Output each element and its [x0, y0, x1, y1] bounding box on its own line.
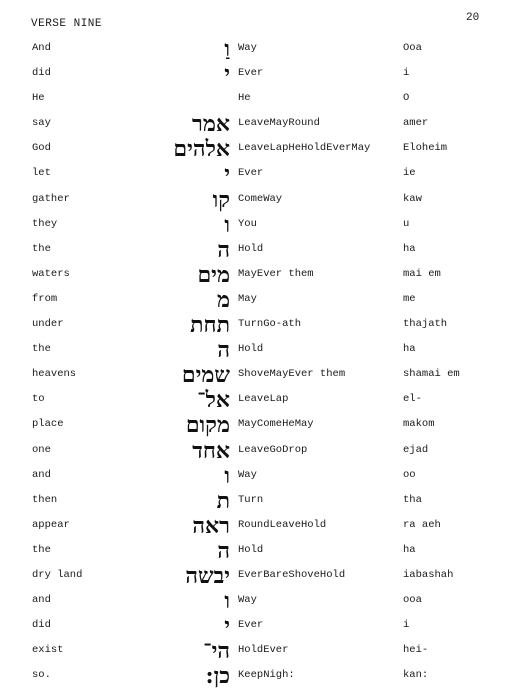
hebrew-word: תחת	[190, 312, 230, 339]
letter-meaning: Way	[238, 594, 257, 607]
letter-meaning: MayEver them	[238, 267, 314, 280]
english-word: heavens	[32, 368, 77, 381]
letter-meaning: KeepNigh:	[238, 669, 295, 682]
transliteration: u	[403, 217, 410, 230]
english-word: did	[32, 67, 51, 80]
word-row	[0, 137, 520, 162]
letter-meaning: Hold	[238, 242, 264, 255]
hebrew-word: הי־	[203, 638, 230, 665]
letter-meaning: ComeWay	[238, 192, 283, 205]
hebrew-word: ראה	[192, 512, 230, 539]
letter-meaning: LeaveLapHeHoldEverMay	[238, 142, 371, 155]
word-row	[0, 664, 520, 689]
hebrew-word: וַ	[224, 36, 230, 62]
english-word: let	[32, 167, 51, 180]
letter-meaning: LeaveLap	[238, 393, 289, 406]
letter-meaning: Way	[238, 468, 257, 481]
english-word: from	[32, 292, 58, 305]
english-word: the	[32, 242, 51, 255]
hebrew-word: ת	[216, 487, 230, 514]
hebrew-word: מ	[216, 286, 230, 313]
transliteration: mai em	[403, 267, 441, 280]
transliteration: Eloheim	[403, 142, 448, 155]
hebrew-word: ה	[217, 537, 230, 564]
word-table	[0, 37, 520, 689]
english-word: they	[32, 217, 58, 230]
word-row	[0, 514, 520, 539]
transliteration: i	[403, 67, 410, 80]
english-word: and	[32, 468, 51, 481]
page-number: 20	[466, 12, 480, 24]
word-row	[0, 388, 520, 413]
english-word: God	[32, 142, 51, 155]
word-row	[0, 439, 520, 464]
transliteration: hei-	[403, 644, 429, 657]
english-word: appear	[32, 518, 70, 531]
english-word: say	[32, 117, 51, 130]
transliteration: shamai em	[403, 368, 460, 381]
hebrew-word: י	[224, 61, 230, 88]
english-word: to	[32, 393, 45, 406]
transliteration: ha	[403, 343, 416, 356]
word-row	[0, 213, 520, 238]
transliteration: thajath	[403, 318, 448, 331]
verse-title: VERSE NINE	[31, 18, 103, 30]
english-word: the	[32, 343, 51, 356]
english-word: waters	[32, 267, 70, 280]
transliteration: kaw	[403, 192, 422, 205]
word-row	[0, 639, 520, 664]
hebrew-word: ה	[217, 236, 230, 263]
hebrew-word: אחד	[192, 437, 230, 464]
english-word: gather	[32, 192, 70, 205]
word-row	[0, 363, 520, 388]
word-row	[0, 288, 520, 313]
hebrew-word: ה	[217, 337, 230, 364]
english-word: And	[32, 42, 51, 54]
english-word: so.	[32, 669, 51, 682]
hebrew-word: מים	[197, 261, 230, 288]
hebrew-word: יבשה	[185, 562, 230, 589]
hebrew-word: י	[224, 161, 230, 188]
transliteration: ie	[403, 167, 416, 180]
word-row	[0, 464, 520, 489]
english-word: the	[32, 543, 51, 556]
hebrew-word: ו	[224, 211, 230, 238]
letter-meaning: Hold	[238, 343, 264, 356]
letter-meaning: EverBareShoveHold	[238, 568, 346, 581]
transliteration: ooa	[403, 594, 422, 607]
letter-meaning: TurnGo-ath	[238, 318, 302, 331]
word-row	[0, 87, 520, 112]
letter-meaning: HoldEver	[238, 644, 289, 657]
word-row	[0, 413, 520, 438]
letter-meaning: LeaveGoDrop	[238, 443, 308, 456]
word-row	[0, 564, 520, 589]
word-row	[0, 188, 520, 213]
word-row	[0, 112, 520, 137]
letter-meaning: Turn	[238, 493, 264, 506]
english-word: then	[32, 493, 58, 506]
hebrew-word: שמים	[181, 362, 230, 389]
transliteration: tha	[403, 493, 422, 506]
letter-meaning: Ever	[238, 167, 264, 180]
word-row	[0, 162, 520, 187]
letter-meaning: You	[238, 217, 257, 230]
hebrew-word: אל־	[197, 387, 230, 414]
english-word: exist	[32, 644, 64, 657]
english-word: place	[32, 418, 64, 431]
letter-meaning: MayComeHeMay	[238, 418, 314, 431]
hebrew-word: מקום	[185, 412, 230, 439]
word-row	[0, 614, 520, 639]
letter-meaning: Ever	[238, 67, 264, 80]
transliteration: ejad	[403, 443, 429, 456]
word-row	[0, 539, 520, 564]
english-word: and	[32, 594, 51, 607]
english-word: dry land	[32, 568, 83, 581]
word-row	[0, 37, 520, 62]
english-word: under	[32, 318, 64, 331]
transliteration: makom	[403, 418, 435, 431]
english-word: He	[32, 92, 45, 105]
transliteration: amer	[403, 117, 429, 130]
hebrew-word: אמר	[192, 111, 230, 138]
word-row	[0, 338, 520, 363]
hebrew-word: קו	[212, 186, 230, 213]
letter-meaning: LeaveMayRound	[238, 117, 320, 130]
transliteration: kan:	[403, 669, 429, 682]
transliteration: iabashah	[403, 568, 454, 581]
transliteration: i	[403, 619, 410, 632]
transliteration: oo	[403, 468, 416, 481]
letter-meaning: Ever	[238, 619, 264, 632]
english-word: one	[32, 443, 51, 456]
transliteration: Ooa	[403, 42, 422, 54]
hebrew-word: י	[224, 613, 230, 640]
word-row	[0, 62, 520, 87]
word-row	[0, 589, 520, 614]
transliteration: O	[403, 92, 410, 105]
letter-meaning: RoundLeaveHold	[238, 518, 327, 531]
english-word: did	[32, 619, 51, 632]
word-row	[0, 238, 520, 263]
letter-meaning: ShoveMayEver them	[238, 368, 346, 381]
word-row	[0, 313, 520, 338]
transliteration: ha	[403, 242, 416, 255]
transliteration: me	[403, 292, 416, 305]
letter-meaning: Way	[238, 42, 257, 54]
letter-meaning: Hold	[238, 543, 264, 556]
letter-meaning: He	[238, 92, 251, 105]
transliteration: el-	[403, 393, 422, 406]
transliteration: ra aeh	[403, 518, 441, 531]
hebrew-word: אלהים	[173, 136, 230, 163]
hebrew-word: ו	[224, 462, 230, 489]
hebrew-word: ו	[224, 588, 230, 615]
word-row	[0, 263, 520, 288]
transliteration: ha	[403, 543, 416, 556]
letter-meaning: May	[238, 292, 257, 305]
hebrew-word: כן:	[205, 663, 230, 690]
word-row	[0, 489, 520, 514]
